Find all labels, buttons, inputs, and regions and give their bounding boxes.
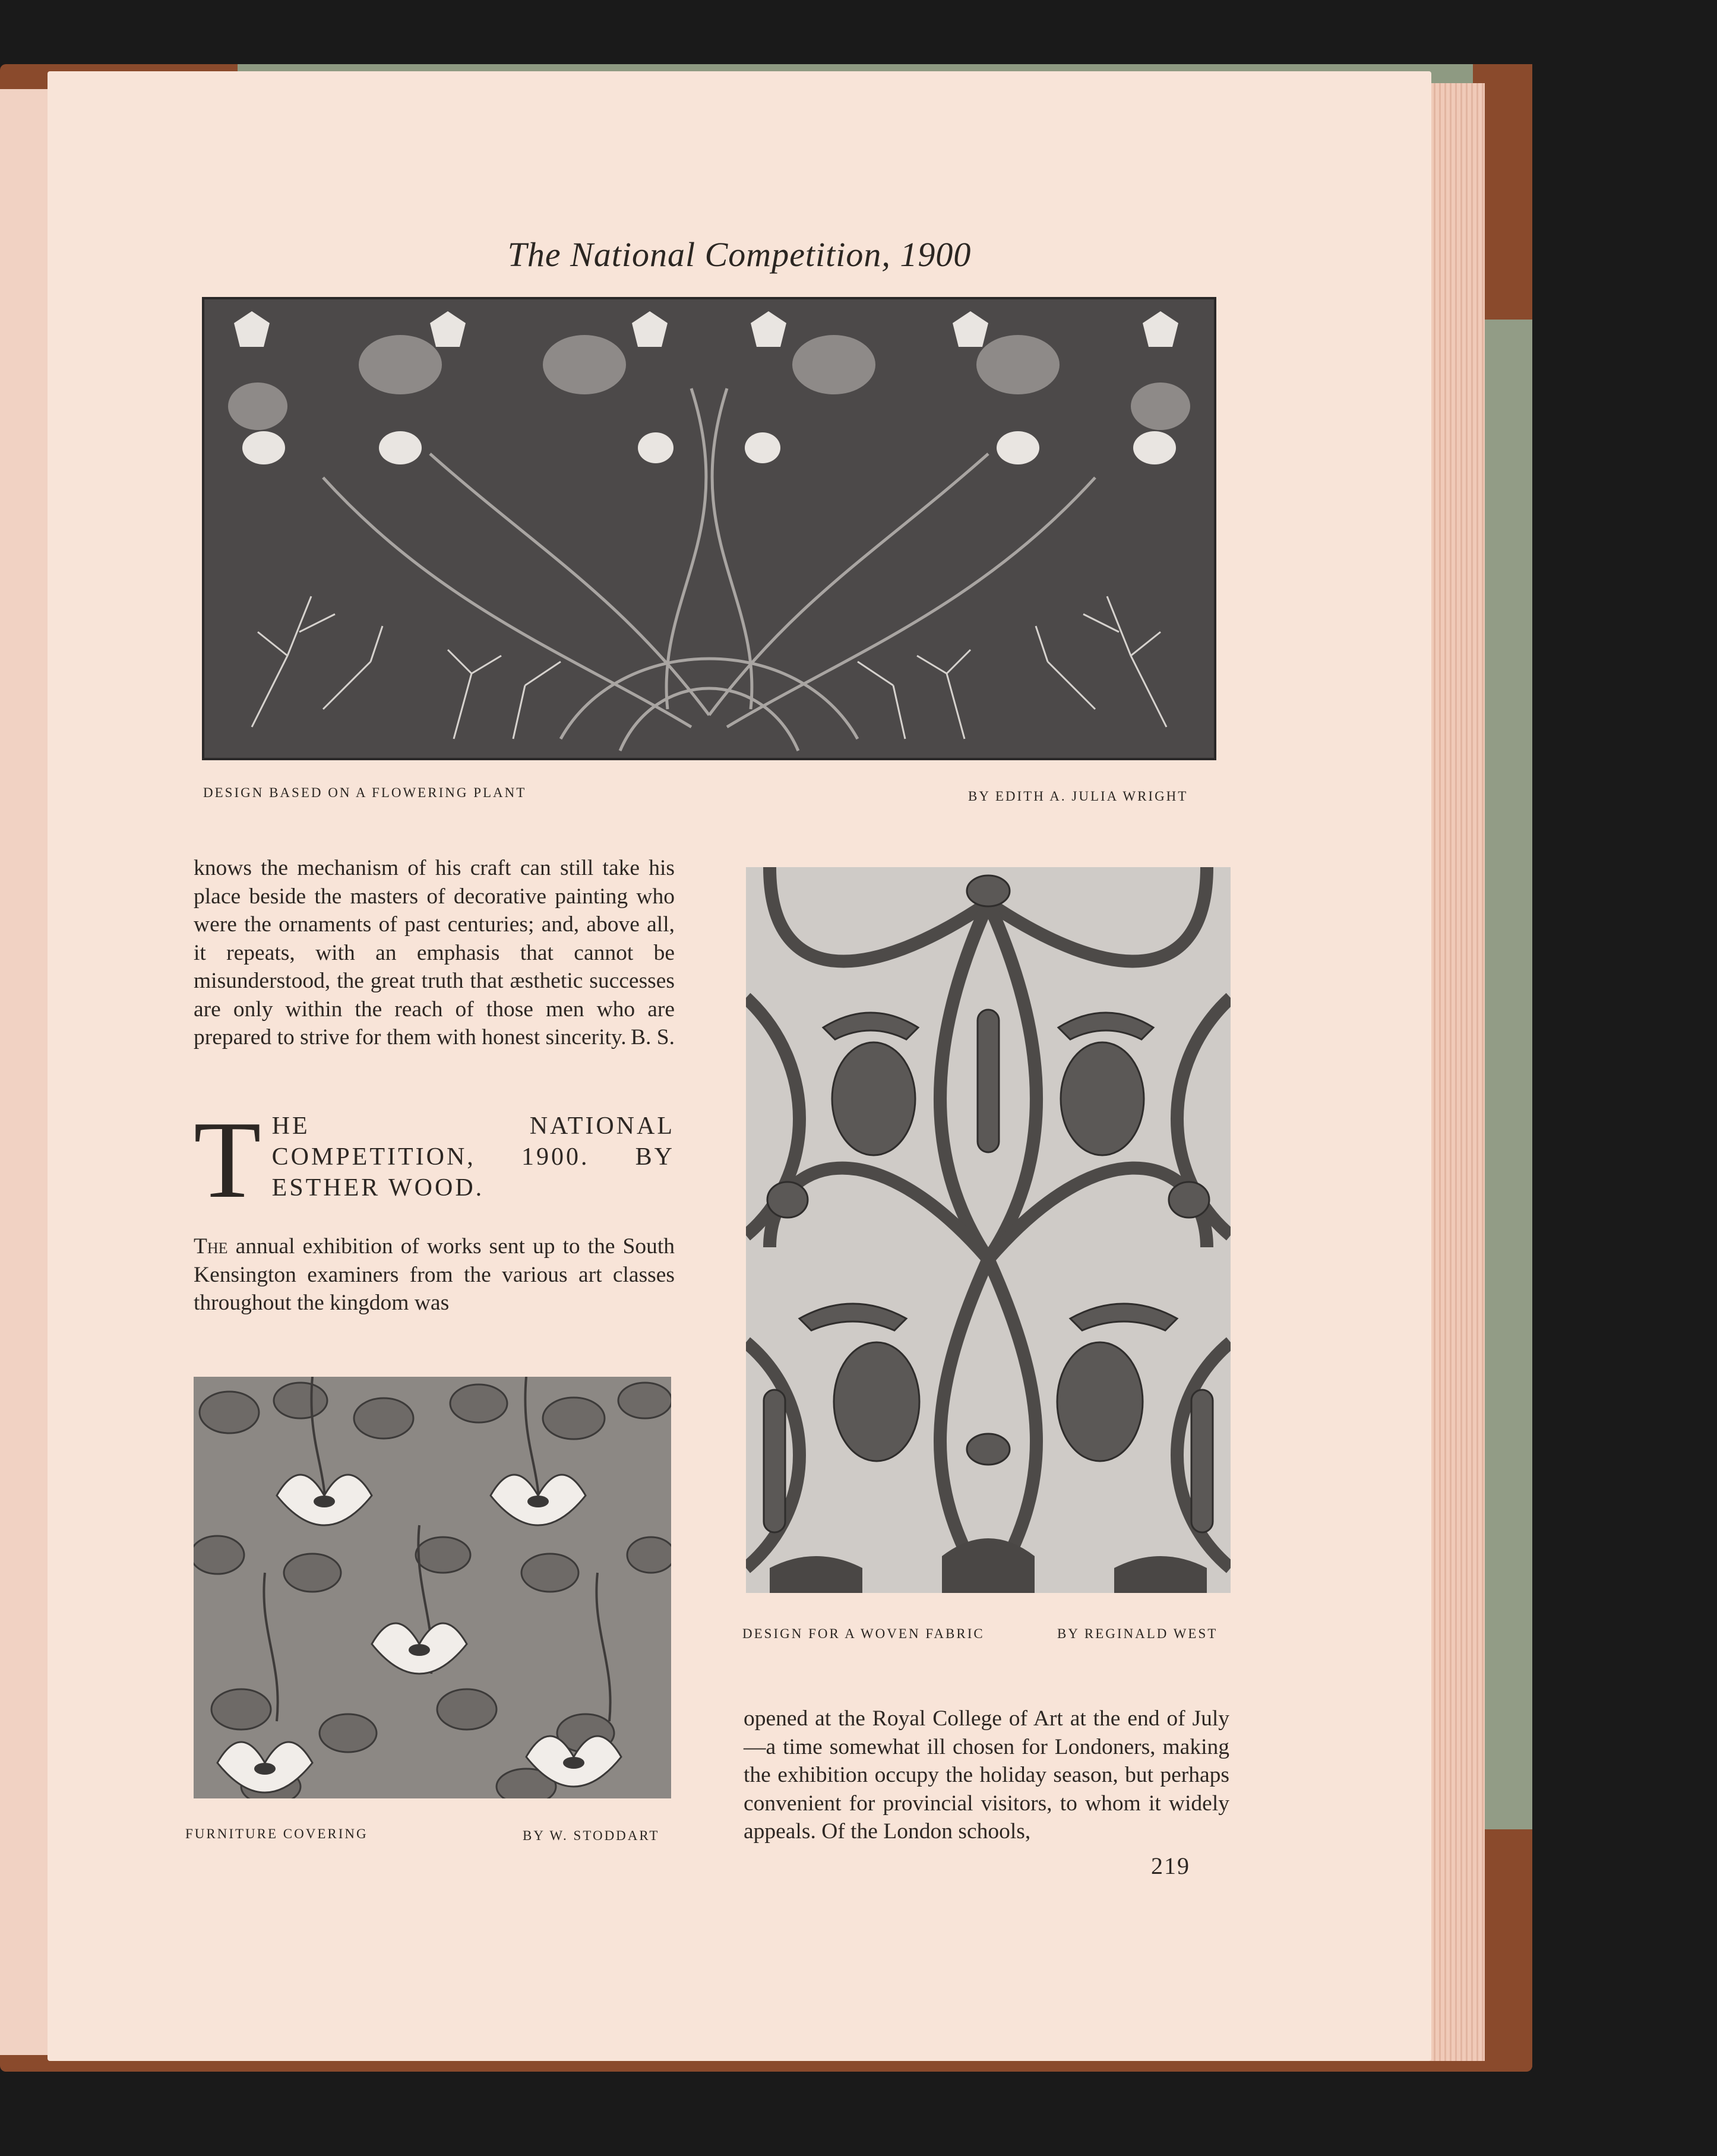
facing-page-edge xyxy=(0,89,53,2055)
spine-cloth xyxy=(1479,83,1532,2067)
paragraph-continuation xyxy=(194,854,675,1052)
paragraph-right-column: opened at the Royal College of Art at the end of July—a time somewhat ill chosen for Londoners, making the exhibition occupy the holiday season, but perhaps convenient for provincial visitors, to whom it widely appeals. Of the London schools, xyxy=(744,1706,1229,1844)
furniture-covering-caption-title: FURNITURE COVERING xyxy=(185,1826,368,1841)
flowering-plant-plate xyxy=(202,297,1216,760)
signature: B. S. xyxy=(631,1025,675,1049)
article-heading-text: HE NATIONAL COMPETITION, 1900. BY ESTHER WOOD. xyxy=(271,1112,675,1202)
running-head: The National Competition, 1900 xyxy=(507,235,972,274)
paragraph-continuation-text: knows the mechanism of his craft can still take his place beside the masters of decorative painting who were the ornaments of past centuries; and, above all, it repeats, with an emphasis that cannot be misunderstood, the great truth that æsthetic successes are only within the reach of those men who are prepared to strive for them with honest sincerity. xyxy=(194,856,675,1049)
page-number: 219 xyxy=(1151,1852,1190,1879)
article-opening-paragraph xyxy=(194,1232,675,1317)
woven-fabric-plate xyxy=(746,867,1231,1593)
woven-fabric-caption-artist: BY REGINALD WEST xyxy=(1057,1626,1218,1641)
furniture-covering-caption-artist: BY W. STODDART xyxy=(523,1828,660,1843)
article-heading xyxy=(194,1099,675,1221)
flowering-plant-caption-artist: BY EDITH A. JULIA WRIGHT xyxy=(968,789,1188,804)
opening-paragraph-text: annual exhibition of works sent up to the South Kensington examiners from the various art classes throughout the kingdom was xyxy=(194,1234,675,1315)
opening-word: The xyxy=(194,1234,228,1259)
woven-fabric-caption-title: DESIGN FOR A WOVEN FABRIC xyxy=(742,1626,985,1641)
flowering-plant-caption-title: DESIGN BASED ON A FLOWERING PLANT xyxy=(203,785,527,800)
dropcap: T xyxy=(194,1099,264,1221)
furniture-covering-plate xyxy=(194,1377,671,1798)
